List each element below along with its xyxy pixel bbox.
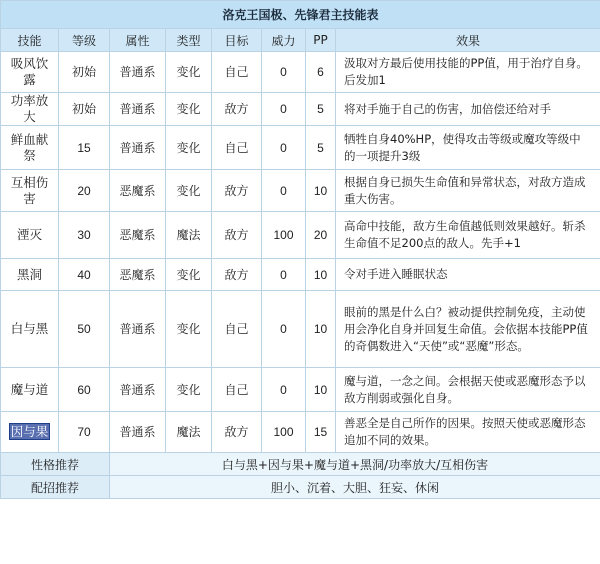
skill-name: 魔与道 xyxy=(1,368,59,412)
skill-effect: 魔与道，一念之间。会根据天使或恶魔形态予以敌方削弱或强化自身。 xyxy=(336,368,600,412)
skill-target: 敌方 xyxy=(212,212,262,259)
header-power: 威力 xyxy=(262,29,306,52)
skill-power: 0 xyxy=(262,368,306,412)
table-row xyxy=(1,93,600,126)
skill-effect: 根据自身已损失生命值和异常状态，对敌方造成重大伤害。 xyxy=(336,170,600,212)
skill-attribute: 恶魔系 xyxy=(110,170,166,212)
footer-label: 配招推荐 xyxy=(1,476,110,499)
skill-name: 鲜血献祭 xyxy=(1,126,59,170)
skill-effect: 眼前的黑是什么白？被动提供控制免疫，主动使用会净化自身并回复生命值。会依据本技能PP值的奇偶数进入“天使”或“恶魔”形态。 xyxy=(336,291,600,368)
skill-name: 黑洞 xyxy=(1,259,59,291)
footer-value: 白与黑+因与果+魔与道+黑洞/功率放大/互相伤害 xyxy=(110,453,600,476)
skill-power: 0 xyxy=(262,291,306,368)
skill-level: 50 xyxy=(59,291,110,368)
skill-attribute: 普通系 xyxy=(110,93,166,126)
skill-level: 40 xyxy=(59,259,110,291)
skill-level: 初始 xyxy=(59,52,110,93)
skill-power: 0 xyxy=(262,170,306,212)
skill-power: 0 xyxy=(262,126,306,170)
skill-type: 变化 xyxy=(166,291,212,368)
skill-pp: 20 xyxy=(306,212,336,259)
skill-power: 0 xyxy=(262,93,306,126)
table-row xyxy=(1,368,600,412)
skill-effect: 善恶全是自己所作的因果。按照天使或恶魔形态追加不同的效果。 xyxy=(336,412,600,453)
skill-target: 自己 xyxy=(212,368,262,412)
skill-type: 变化 xyxy=(166,170,212,212)
table-row xyxy=(1,52,600,93)
skill-name xyxy=(1,412,59,453)
skill-pp: 10 xyxy=(306,291,336,368)
skill-target: 自己 xyxy=(212,126,262,170)
table-row xyxy=(1,212,600,259)
skill-name: 湮灭 xyxy=(1,212,59,259)
table-title-row xyxy=(1,1,600,29)
header-type: 类型 xyxy=(166,29,212,52)
skill-attribute: 恶魔系 xyxy=(110,212,166,259)
skill-effect: 汲取对方最后使用技能的PP值，用于治疗自身。后发加1 xyxy=(336,52,600,93)
skill-attribute: 普通系 xyxy=(110,126,166,170)
skill-type: 变化 xyxy=(166,259,212,291)
skill-power: 0 xyxy=(262,52,306,93)
skill-pp: 10 xyxy=(306,368,336,412)
skill-level: 30 xyxy=(59,212,110,259)
skill-name: 吸风饮露 xyxy=(1,52,59,93)
skill-pp: 6 xyxy=(306,52,336,93)
skill-type: 魔法 xyxy=(166,212,212,259)
skill-pp: 15 xyxy=(306,412,336,453)
table-row xyxy=(1,259,600,291)
skill-level: 20 xyxy=(59,170,110,212)
header-attribute: 属性 xyxy=(110,29,166,52)
table-row xyxy=(1,126,600,170)
header-skill: 技能 xyxy=(1,29,59,52)
skill-level: 70 xyxy=(59,412,110,453)
skill-effect: 将对手施于自己的伤害，加倍偿还给对手 xyxy=(336,93,600,126)
skill-level: 15 xyxy=(59,126,110,170)
skill-target: 自己 xyxy=(212,52,262,93)
skill-name: 白与黑 xyxy=(1,291,59,368)
skill-pp: 5 xyxy=(306,93,336,126)
skill-pp: 10 xyxy=(306,170,336,212)
skill-target: 敌方 xyxy=(212,412,262,453)
footer-row xyxy=(1,453,600,476)
skill-target: 敌方 xyxy=(212,259,262,291)
skill-type: 魔法 xyxy=(166,412,212,453)
table-title: 洛克王国极、先锋君主技能表 xyxy=(1,1,600,29)
skill-target: 敌方 xyxy=(212,93,262,126)
table-row xyxy=(1,291,600,368)
footer-value: 胆小、沉着、大胆、狂妄、休闲 xyxy=(110,476,600,499)
skill-pp: 10 xyxy=(306,259,336,291)
table-header-row xyxy=(1,29,600,52)
skill-attribute: 普通系 xyxy=(110,368,166,412)
footer-label: 性格推荐 xyxy=(1,453,110,476)
skill-effect: 牺牲自身40%HP，使得攻击等级或魔攻等级中的一项提升3级 xyxy=(336,126,600,170)
skill-power: 100 xyxy=(262,212,306,259)
skill-type: 变化 xyxy=(166,126,212,170)
table-row xyxy=(1,412,600,453)
skill-type: 变化 xyxy=(166,52,212,93)
skill-effect: 令对手进入睡眠状态 xyxy=(336,259,600,291)
header-effect: 效果 xyxy=(336,29,600,52)
skill-effect: 高命中技能，敌方生命值越低则效果越好。斩杀生命值不足200点的敌人。先手+1 xyxy=(336,212,600,259)
header-target: 目标 xyxy=(212,29,262,52)
skill-power: 0 xyxy=(262,259,306,291)
skill-attribute: 恶魔系 xyxy=(110,259,166,291)
skill-pp: 5 xyxy=(306,126,336,170)
skill-name: 互相伤害 xyxy=(1,170,59,212)
skill-type: 变化 xyxy=(166,93,212,126)
skill-target: 自己 xyxy=(212,291,262,368)
skill-power: 100 xyxy=(262,412,306,453)
footer-row xyxy=(1,476,600,499)
skill-target: 敌方 xyxy=(212,170,262,212)
skill-attribute: 普通系 xyxy=(110,52,166,93)
table-row xyxy=(1,170,600,212)
header-level: 等级 xyxy=(59,29,110,52)
header-pp: PP xyxy=(306,29,336,52)
skill-level: 60 xyxy=(59,368,110,412)
highlighted-skill-name: 因与果 xyxy=(10,424,49,439)
skill-name: 功率放大 xyxy=(1,93,59,126)
skill-type: 变化 xyxy=(166,368,212,412)
skill-level: 初始 xyxy=(59,93,110,126)
skill-attribute: 普通系 xyxy=(110,291,166,368)
skill-attribute: 普通系 xyxy=(110,412,166,453)
